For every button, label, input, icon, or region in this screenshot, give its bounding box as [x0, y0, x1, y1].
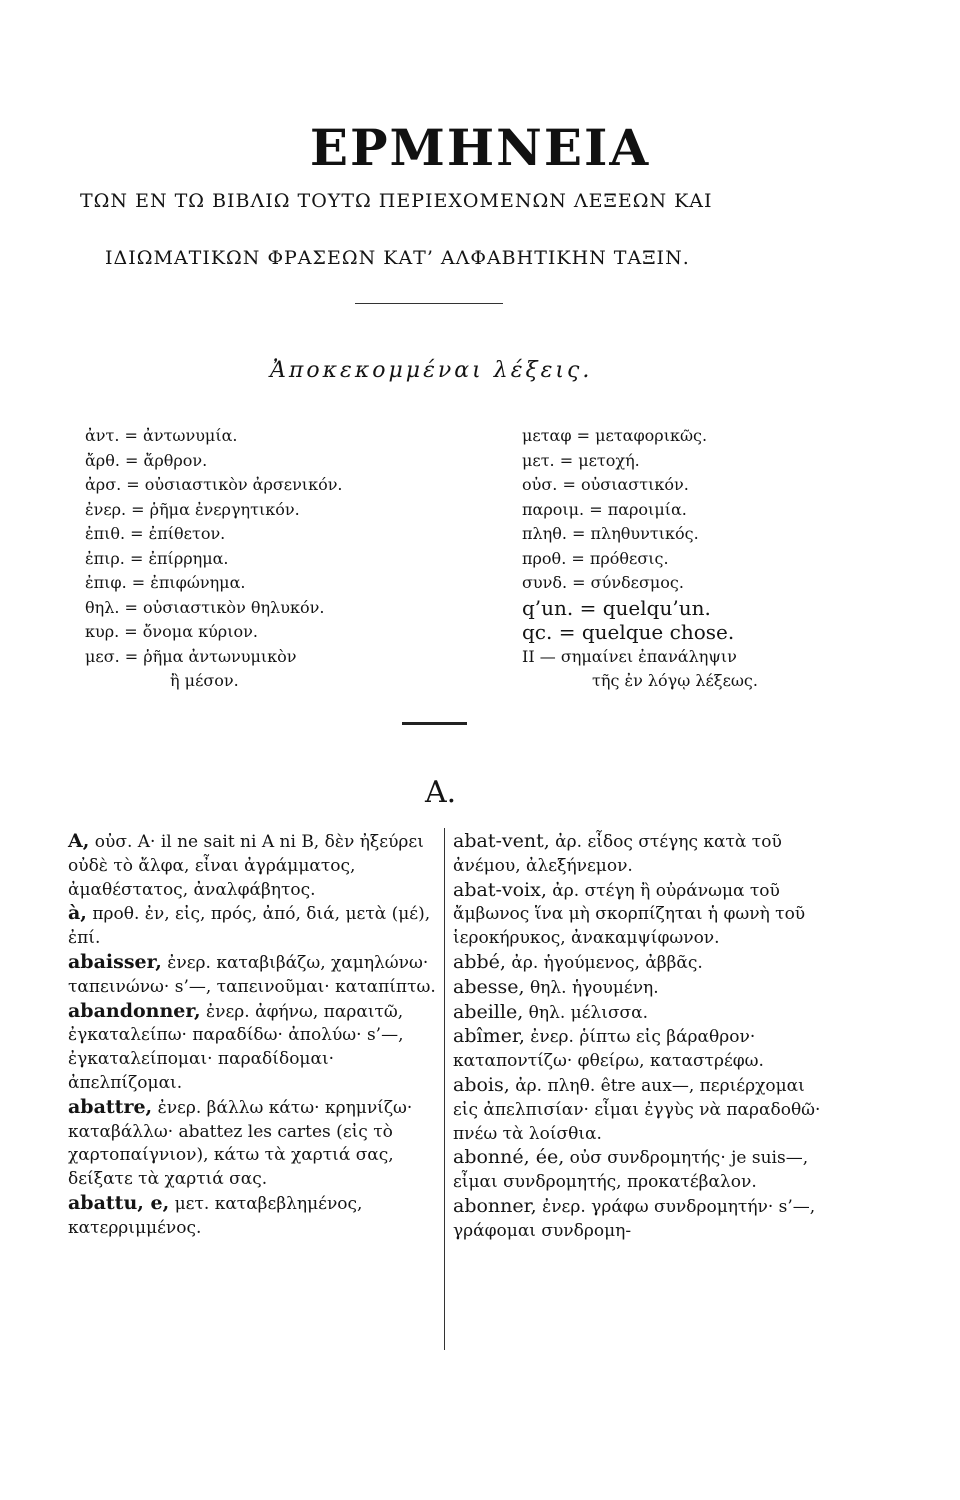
entry-headword: abîmer,: [453, 1025, 525, 1048]
column-divider: [444, 828, 445, 1350]
dictionary-entry: [68, 951, 436, 1000]
entry-headword: abat-voix,: [453, 878, 547, 901]
header-divider: [355, 303, 503, 304]
entry-definition: οὐσ. A· il ne sait ni A ni B, δὲν ἠξεύρει οὐδὲ τὸ ἄλφα, εἶναι ἀγράμματος, ἀμαθέστατος, ἀναλφάβητος.: [68, 832, 424, 900]
abbreviation-line: ἐπιρ. = ἐπίρρημα.: [85, 548, 229, 568]
dictionary-entry: [453, 976, 828, 1001]
abbreviation-line: ἐνερ. = ῥῆμα ἐνεργητικόν.: [85, 499, 300, 519]
abbreviation-line: ἀρσ. = οὐσιαστικὸν ἀρσενικόν.: [85, 475, 343, 494]
entry-headword: abeille,: [453, 1000, 524, 1023]
abbreviation-line: θηλ. = οὐσιαστικὸν θηλυκόν.: [85, 597, 325, 617]
dictionary-entry: [68, 902, 436, 951]
entry-definition: ἀρ. ἡγούμενος, ἀββᾶς.: [511, 952, 703, 973]
entry-headword: A,: [68, 830, 90, 852]
abbreviation-line: κυρ. = ὄνομα κύριον.: [85, 622, 258, 641]
abbreviation-line: ἐπιφ. = ἐπιφώνημα.: [85, 573, 246, 592]
abbreviation-line: II — σημαίνει ἐπανάληψιν: [522, 646, 737, 666]
dictionary-entry: [453, 830, 828, 879]
entry-definition: οὐσ συνδρομητής· je suis—, εἶμαι συνδρομητής, προκατέβαλον.: [453, 1148, 809, 1193]
entry-headword: abois,: [453, 1073, 510, 1096]
entry-headword: abaisser,: [68, 950, 162, 973]
abbreviation-line: τῆς ἐν λόγῳ λέξεως.: [592, 671, 758, 690]
abbreviation-line: οὐσ. = οὐσιαστικόν.: [522, 475, 689, 494]
entry-definition: ἐνερ. γράφω συνδρομητήν· s’—, γράφομαι συνδρομη-: [453, 1196, 816, 1241]
entry-definition: θηλ. μέλισσα.: [528, 1002, 649, 1023]
entry-definition: ἐνερ. βάλλω κάτω· κρημνίζω· καταβάλλω· abattez les cartes (εἰς τὸ χαρτοπαίγνιον), κάτω τὰ χαρτιά σας, δείξατε τὰ χαρτιά σας.: [68, 1097, 413, 1190]
section-letter-heading: A.: [425, 775, 457, 810]
abbreviations-right-column: [522, 424, 758, 694]
abbreviations-left-column: [85, 424, 343, 694]
entry-headword: abesse,: [453, 975, 525, 998]
page-title: ΕΡΜΗΝΕΙΑ: [309, 118, 651, 177]
entry-definition: ἀρ. στέγη ἢ οὐράνωμα τοῦ ἄμβωνος ἵνα μὴ σκορπίζηται ἡ φωνὴ τοῦ ἱεροκήρυκος, ἀνακαμψίφωνον.: [453, 880, 806, 949]
abbreviation-line: ἄρθ. = ἄρθρον.: [85, 450, 208, 470]
abbreviation-line: προθ. = πρόθεσις.: [522, 548, 669, 568]
entry-definition: ἐνερ. ἀφήνω, παραιτῶ, ἐγκαταλείπω· παραδίδω· ἀπολύω· s’—, ἐγκαταλείπομαι· παραδίδομαι· ἀπελπίζομαι.: [68, 1001, 404, 1093]
entry-headword: abattre,: [68, 1095, 153, 1118]
abbreviation-line: q’un. = quelqu’un.: [522, 595, 711, 620]
entry-headword: abat-vent,: [453, 830, 550, 852]
dictionary-entry: [453, 1074, 828, 1146]
abbreviation-line: παροιμ. = παροιμία.: [522, 499, 687, 519]
dictionary-right-column: [453, 830, 828, 1244]
dictionary-entry: [453, 1001, 828, 1026]
dictionary-entry: [68, 1192, 436, 1241]
entry-headword: à,: [68, 902, 87, 925]
abbreviations-heading: Ἀποκεκομμέναι λέξεις.: [270, 358, 593, 383]
abbreviation-line: συνδ. = σύνδεσμος.: [522, 573, 684, 592]
abbreviation-line: ἀντ. = ἀντωνυμία.: [85, 426, 238, 445]
abbreviation-line: μετ. = μετοχή.: [522, 450, 640, 470]
entry-definition: ἐνερ. ῥίπτω εἰς βάραθρον· καταποντίζω· φθείρω, καταστρέφω.: [453, 1027, 764, 1072]
dictionary-entry: [68, 1096, 436, 1192]
abbreviation-line: qc. = quelque chose.: [522, 620, 735, 644]
subtitle-line-1: ΤΩΝ ΕΝ ΤΩ ΒΙΒΛΙΩ ΤΟΥΤΩ ΠΕΡΙΕΧΟΜΕΝΩΝ ΛΕΞΕΩΝ ΚΑΙ: [80, 190, 713, 212]
section-divider: [402, 722, 467, 725]
entry-definition: προθ. ἐν, εἰς, πρός, ἀπό, διά, μετὰ (μέ), ἐπί.: [68, 904, 431, 949]
entry-headword: abonné, ée,: [453, 1146, 565, 1169]
entry-definition: ἀρ. εἶδος στέγης κατὰ τοῦ ἀνέμου, ἀλεξήνεμον.: [453, 832, 782, 876]
abbreviation-line: ἐπιθ. = ἐπίθετον.: [85, 524, 226, 543]
entry-definition: ἀρ. πληθ. être aux—, περιέρχομαι εἰς ἀπελπισίαν· εἶμαι ἐγγὺς νὰ παραδοθῶ· πνέω τὰ λοίσθια.: [453, 1075, 821, 1144]
entry-headword: abbé,: [453, 950, 506, 973]
entry-headword: abattu, e,: [68, 1191, 170, 1214]
abbreviation-line: ἢ μέσον.: [170, 671, 239, 690]
dictionary-left-column: [68, 830, 436, 1241]
subtitle-line-2: ΙΔΙΩΜΑΤΙΚΩΝ ΦΡΑΣΕΩΝ ΚΑΤ’ ΑΛΦΑΒΗΤΙΚΗΝ ΤΑΞΙΝ.: [105, 247, 690, 269]
dictionary-entry: [453, 1195, 828, 1244]
abbreviation-line: μεσ. = ῥῆμα ἀντωνυμικὸν: [85, 646, 297, 666]
dictionary-entry: [453, 951, 828, 976]
abbreviation-line: μεταφ = μεταφορικῶς.: [522, 426, 708, 445]
dictionary-entry: [68, 830, 436, 902]
entry-definition: θηλ. ἡγουμένη.: [529, 977, 659, 998]
entry-definition: ἐνερ. καταβιβάζω, χαμηλώνω· ταπεινώνω· s’—, ταπεινοῦμαι· καταπίπτω.: [68, 952, 436, 997]
dictionary-entry: [453, 879, 828, 951]
entry-headword: abonner,: [453, 1194, 537, 1217]
entry-definition: μετ. καταβεβλημένος, κατερριμμένος.: [68, 1193, 363, 1238]
entry-headword: abandonner,: [68, 999, 201, 1022]
abbreviation-line: πληθ. = πληθυντικός.: [522, 524, 699, 543]
dictionary-entry: [453, 1146, 828, 1195]
dictionary-entry: [453, 1025, 828, 1074]
dictionary-entry: [68, 1000, 436, 1096]
